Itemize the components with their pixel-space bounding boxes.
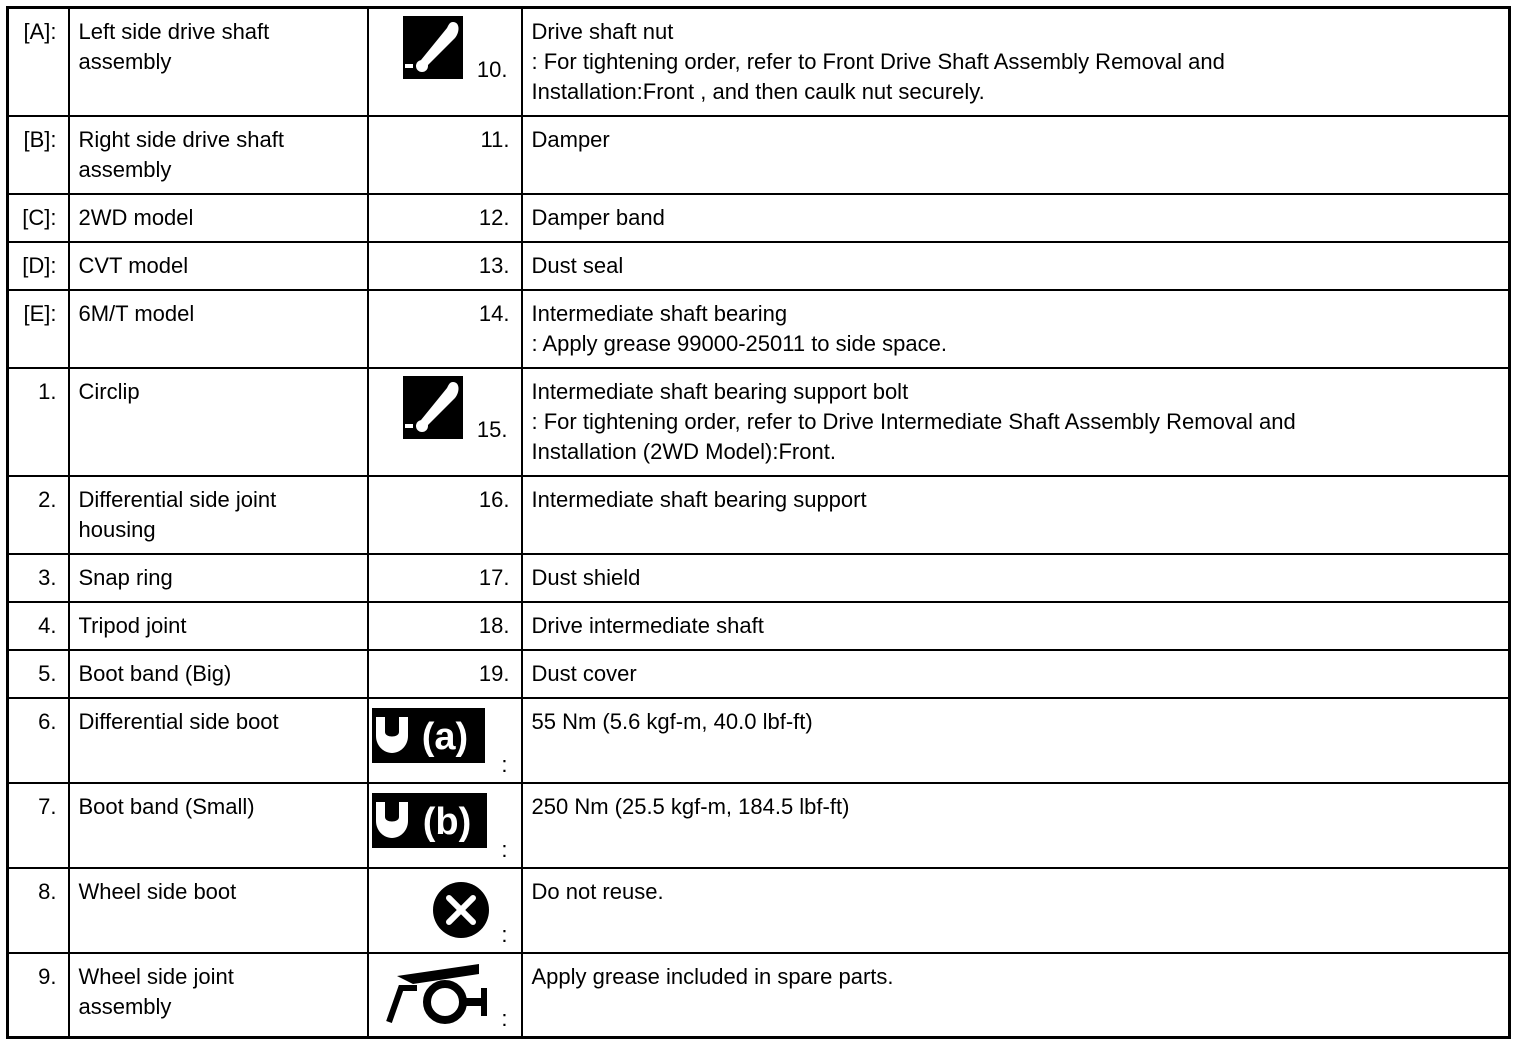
table-row: [8, 194, 1510, 242]
row-key: 3.: [8, 554, 69, 602]
table-row: [8, 868, 1510, 953]
row-icon-cell: [368, 868, 522, 953]
row-label: Tripod joint: [69, 602, 368, 650]
row-label: CVT model: [69, 242, 368, 290]
table-row: [8, 698, 1510, 783]
row-number: 13.: [368, 242, 522, 290]
row-icon-cell: [368, 783, 522, 868]
row-number: 12.: [368, 194, 522, 242]
table-row: [8, 602, 1510, 650]
row-key: [B]:: [8, 116, 69, 194]
row-description: Dust shield: [522, 554, 1510, 602]
row-key: 7.: [8, 783, 69, 868]
do-not-reuse-icon: [432, 881, 490, 939]
table-row: [8, 242, 1510, 290]
row-number: 18.: [368, 602, 522, 650]
row-icon-cell: [368, 8, 522, 116]
torque-wrench-b-icon: [372, 793, 487, 848]
row-label: 2WD model: [69, 194, 368, 242]
row-key: 2.: [8, 476, 69, 554]
parts-legend-table: [6, 6, 1511, 1039]
row-key: 5.: [8, 650, 69, 698]
row-description: 55 Nm (5.6 kgf-m, 40.0 lbf-ft): [522, 698, 1510, 783]
torque-wrench-a-icon: [372, 708, 485, 763]
row-number: 16.: [368, 476, 522, 554]
table-row: [8, 953, 1510, 1038]
row-key: 8.: [8, 868, 69, 953]
row-description: Dust cover: [522, 650, 1510, 698]
row-key: [D]:: [8, 242, 69, 290]
row-description: Drive intermediate shaft: [522, 602, 1510, 650]
row-label: Circlip: [69, 368, 368, 476]
row-description: Intermediate shaft bearing : Apply grease 99000-25011 to side space.: [522, 290, 1510, 368]
row-key: 1.: [8, 368, 69, 476]
tighten-torque-icon: [403, 16, 463, 79]
row-label: Right side drive shaft assembly: [69, 116, 368, 194]
row-label: Boot band (Big): [69, 650, 368, 698]
row-number: 14.: [368, 290, 522, 368]
table-row: [8, 8, 1510, 116]
table-row: [8, 368, 1510, 476]
row-number: 19.: [368, 650, 522, 698]
row-label: Snap ring: [69, 554, 368, 602]
colon-mark: :: [501, 751, 508, 777]
row-description: Drive shaft nut : For tightening order, refer to Front Drive Shaft Assembly Removal and Installation:Front , and then caulk nut securely.: [522, 8, 1510, 116]
row-label: Boot band (Small): [69, 783, 368, 868]
row-description: Do not reuse.: [522, 868, 1510, 953]
tighten-torque-icon: [403, 376, 463, 439]
row-description: 250 Nm (25.5 kgf-m, 184.5 lbf-ft): [522, 783, 1510, 868]
table-row: [8, 476, 1510, 554]
row-label: Wheel side joint assembly: [69, 953, 368, 1038]
torque-spec-label: (a): [421, 715, 468, 758]
row-key: 6.: [8, 698, 69, 783]
row-description: Intermediate shaft bearing support: [522, 476, 1510, 554]
row-number: 11.: [368, 116, 522, 194]
row-icon-cell: [368, 698, 522, 783]
table-row: [8, 554, 1510, 602]
row-key: [E]:: [8, 290, 69, 368]
row-description: Damper band: [522, 194, 1510, 242]
colon-mark: :: [501, 836, 508, 862]
row-label: Differential side joint housing: [69, 476, 368, 554]
row-icon-cell: [368, 368, 522, 476]
table-row: [8, 783, 1510, 868]
row-description: Apply grease included in spare parts.: [522, 953, 1510, 1038]
row-number: 15.: [476, 416, 508, 442]
torque-spec-label: (b): [422, 800, 471, 843]
row-label: 6M/T model: [69, 290, 368, 368]
row-description: Intermediate shaft bearing support bolt : For tightening order, refer to Drive Intermediate Shaft Assembly Removal and Installation (2WD Model):Front.: [522, 368, 1510, 476]
row-label: Left side drive shaft assembly: [69, 8, 368, 116]
row-description: Dust seal: [522, 242, 1510, 290]
colon-mark: :: [501, 921, 508, 947]
row-key: 9.: [8, 953, 69, 1038]
row-label: Wheel side boot: [69, 868, 368, 953]
row-icon-cell: [368, 953, 522, 1038]
table-row: [8, 116, 1510, 194]
colon-mark: :: [501, 1006, 508, 1031]
row-number: 10.: [476, 57, 508, 82]
row-label: Differential side boot: [69, 698, 368, 783]
row-description: Damper: [522, 116, 1510, 194]
row-key: [A]:: [8, 8, 69, 116]
row-key: [C]:: [8, 194, 69, 242]
grease-gun-icon: [383, 962, 493, 1026]
row-number: 17.: [368, 554, 522, 602]
table-row: [8, 650, 1510, 698]
table-row: [8, 290, 1510, 368]
row-key: 4.: [8, 602, 69, 650]
